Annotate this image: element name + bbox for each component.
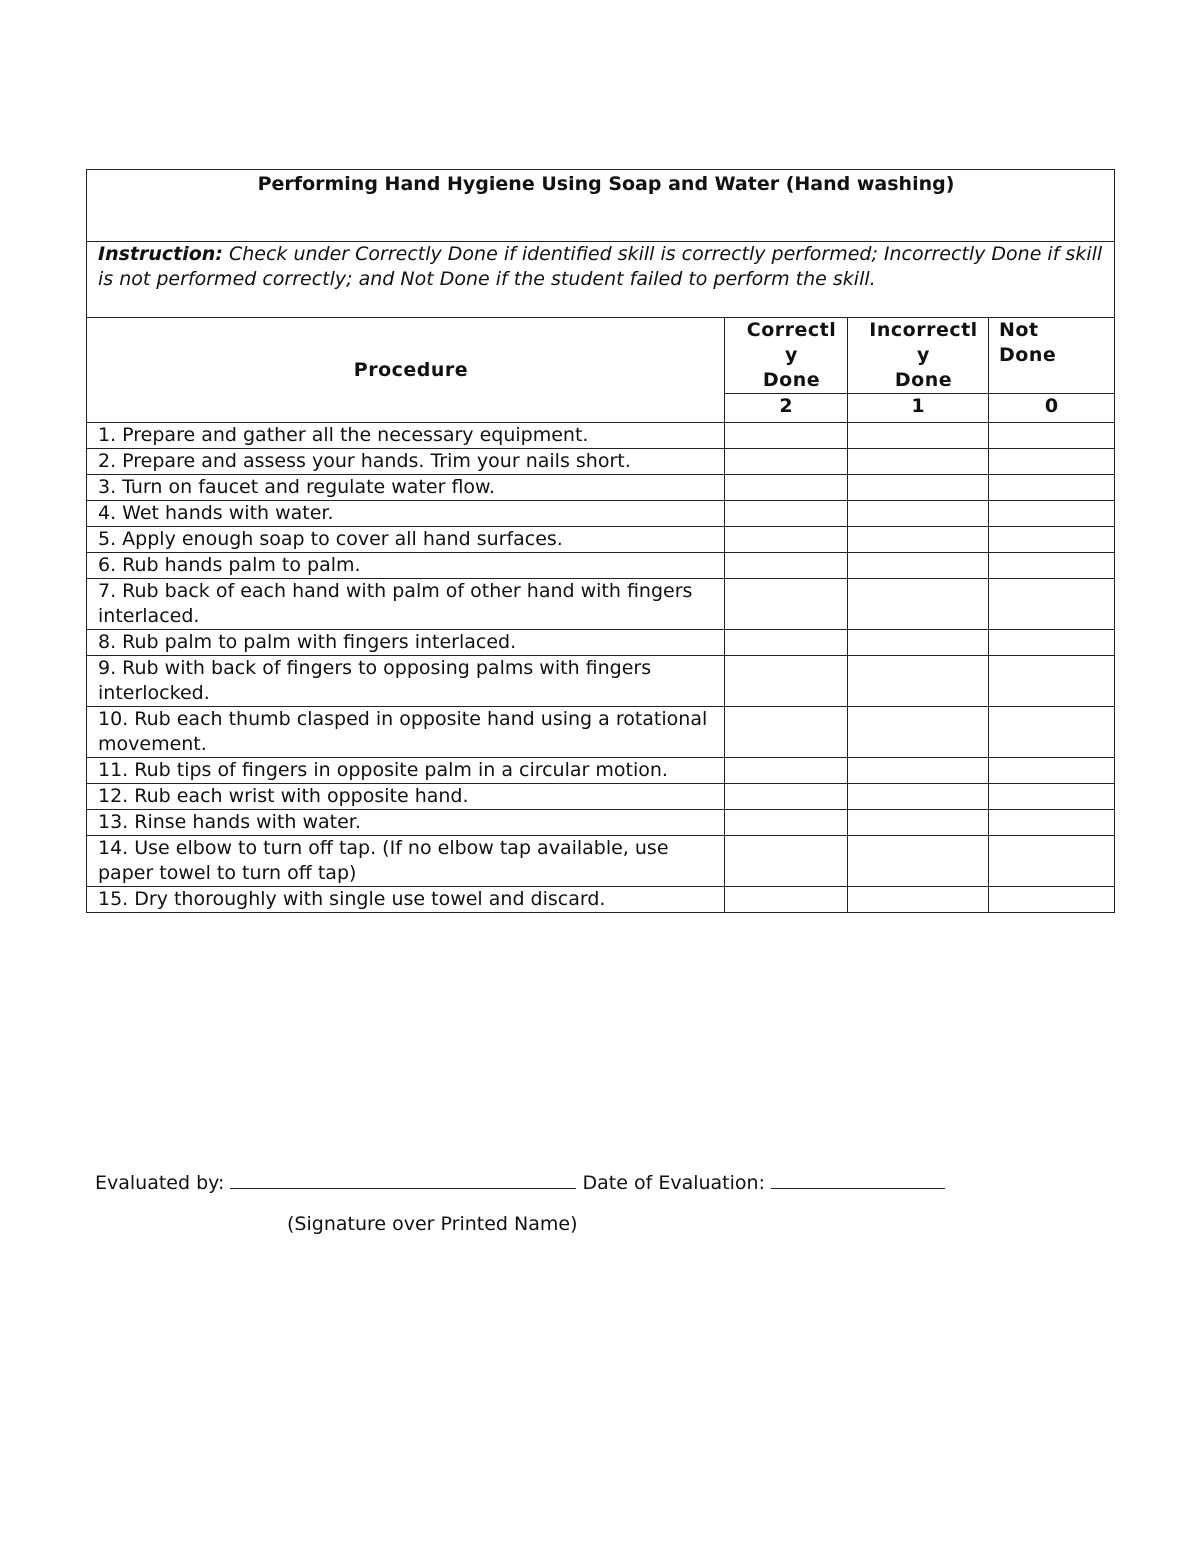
table-row <box>87 423 1115 449</box>
incorrectly-done-checkbox-cell[interactable] <box>848 887 989 913</box>
correctly-done-checkbox-cell[interactable] <box>725 449 848 475</box>
procedure-step: 5. Apply enough soap to cover all hand surfaces. <box>87 527 725 553</box>
table-row <box>87 475 1115 501</box>
correctly-done-checkbox-cell[interactable] <box>725 501 848 527</box>
score-correctly-done: 2 <box>725 394 848 423</box>
incorrectly-done-checkbox-cell[interactable] <box>848 810 989 836</box>
correctly-done-checkbox-cell[interactable] <box>725 810 848 836</box>
not-done-checkbox-cell[interactable] <box>989 707 1115 758</box>
incorrectly-done-checkbox-cell[interactable] <box>848 501 989 527</box>
incorrectly-done-checkbox-cell[interactable] <box>848 836 989 887</box>
signature-note: (Signature over Printed Name) <box>287 1213 578 1235</box>
instruction-label: Instruction: <box>98 243 223 265</box>
incorrectly-done-checkbox-cell[interactable] <box>848 630 989 656</box>
table-row <box>87 758 1115 784</box>
procedure-step: 6. Rub hands palm to palm. <box>87 553 725 579</box>
table-row <box>87 579 1115 630</box>
table-row <box>87 887 1115 913</box>
date-of-evaluation-label: Date of Evaluation: <box>576 1172 772 1194</box>
title-row <box>87 170 1115 242</box>
not-done-checkbox-cell[interactable] <box>989 553 1115 579</box>
incorrectly-done-column-header <box>848 318 989 394</box>
not-done-checkbox-cell[interactable] <box>989 527 1115 553</box>
evaluator-signature-field[interactable] <box>230 1166 576 1189</box>
not-done-checkbox-cell[interactable] <box>989 423 1115 449</box>
not-done-checkbox-cell[interactable] <box>989 579 1115 630</box>
not-done-checkbox-cell[interactable] <box>989 501 1115 527</box>
incorrectly-done-checkbox-cell[interactable] <box>848 656 989 707</box>
not-done-header-line: Done <box>999 344 1057 366</box>
not-done-checkbox-cell[interactable] <box>989 449 1115 475</box>
correctly-done-column-header <box>725 318 848 394</box>
procedure-step: 14. Use elbow to turn off tap. (If no elbow tap available, use paper towel to turn off tap) <box>87 836 725 887</box>
not-done-checkbox-cell[interactable] <box>989 784 1115 810</box>
incorrectly-done-header-line: y <box>917 344 930 366</box>
evaluation-date-field[interactable] <box>771 1166 945 1189</box>
incorrectly-done-header-line: Done <box>894 369 953 391</box>
not-done-checkbox-cell[interactable] <box>989 475 1115 501</box>
not-done-checkbox-cell[interactable] <box>989 656 1115 707</box>
incorrectly-done-checkbox-cell[interactable] <box>848 423 989 449</box>
incorrectly-done-checkbox-cell[interactable] <box>848 758 989 784</box>
correctly-done-checkbox-cell[interactable] <box>725 630 848 656</box>
table-row <box>87 656 1115 707</box>
procedure-step: 12. Rub each wrist with opposite hand. <box>87 784 725 810</box>
instruction-text: Check under Correctly Done if identified skill is correctly performed; Incorrectly Done if skill is not performed correctly; and Not Done if the student failed to perform the skill. <box>98 243 1103 290</box>
correctly-done-header-line: y <box>785 344 798 366</box>
table-row <box>87 810 1115 836</box>
incorrectly-done-checkbox-cell[interactable] <box>848 707 989 758</box>
incorrectly-done-checkbox-cell[interactable] <box>848 449 989 475</box>
correctly-done-checkbox-cell[interactable] <box>725 423 848 449</box>
incorrectly-done-checkbox-cell[interactable] <box>848 579 989 630</box>
procedure-step: 7. Rub back of each hand with palm of other hand with fingers interlaced. <box>87 579 725 630</box>
procedure-step: 8. Rub palm to palm with fingers interlaced. <box>87 630 725 656</box>
table-row <box>87 836 1115 887</box>
incorrectly-done-checkbox-cell[interactable] <box>848 784 989 810</box>
incorrectly-done-header-line: Incorrectl <box>869 319 978 341</box>
column-header-row <box>87 318 1115 394</box>
table-row <box>87 553 1115 579</box>
not-done-checkbox-cell[interactable] <box>989 810 1115 836</box>
procedure-step: 10. Rub each thumb clasped in opposite hand using a rotational movement. <box>87 707 725 758</box>
procedure-step: 4. Wet hands with water. <box>87 501 725 527</box>
incorrectly-done-checkbox-cell[interactable] <box>848 527 989 553</box>
incorrectly-done-checkbox-cell[interactable] <box>848 475 989 501</box>
correctly-done-header-line: Done <box>762 369 821 391</box>
evaluation-footer <box>95 1166 945 1194</box>
correctly-done-checkbox-cell[interactable] <box>725 887 848 913</box>
not-done-header-line: Not <box>999 319 1039 341</box>
not-done-checkbox-cell[interactable] <box>989 758 1115 784</box>
procedure-step: 2. Prepare and assess your hands. Trim your nails short. <box>87 449 725 475</box>
not-done-checkbox-cell[interactable] <box>989 836 1115 887</box>
correctly-done-checkbox-cell[interactable] <box>725 553 848 579</box>
correctly-done-checkbox-cell[interactable] <box>725 758 848 784</box>
correctly-done-checkbox-cell[interactable] <box>725 475 848 501</box>
procedure-step: 11. Rub tips of fingers in opposite palm in a circular motion. <box>87 758 725 784</box>
table-row <box>87 527 1115 553</box>
procedure-column-header: Procedure <box>87 318 725 423</box>
evaluation-checklist-table <box>86 169 1115 913</box>
correctly-done-checkbox-cell[interactable] <box>725 527 848 553</box>
procedure-step: 15. Dry thoroughly with single use towel and discard. <box>87 887 725 913</box>
table-row <box>87 501 1115 527</box>
correctly-done-checkbox-cell[interactable] <box>725 656 848 707</box>
not-done-checkbox-cell[interactable] <box>989 887 1115 913</box>
not-done-column-header <box>989 318 1115 394</box>
incorrectly-done-checkbox-cell[interactable] <box>848 553 989 579</box>
table-row <box>87 449 1115 475</box>
instruction-cell <box>87 242 1115 318</box>
table-row <box>87 784 1115 810</box>
form-title: Performing Hand Hygiene Using Soap and Water (Hand washing) <box>87 170 1115 242</box>
score-not-done: 0 <box>989 394 1115 423</box>
correctly-done-header-line: Correctl <box>746 319 837 341</box>
table-row <box>87 707 1115 758</box>
correctly-done-checkbox-cell[interactable] <box>725 836 848 887</box>
not-done-checkbox-cell[interactable] <box>989 630 1115 656</box>
correctly-done-checkbox-cell[interactable] <box>725 707 848 758</box>
correctly-done-checkbox-cell[interactable] <box>725 579 848 630</box>
table-row <box>87 630 1115 656</box>
score-incorrectly-done: 1 <box>848 394 989 423</box>
procedure-step: 13. Rinse hands with water. <box>87 810 725 836</box>
procedure-step: 3. Turn on faucet and regulate water flow. <box>87 475 725 501</box>
correctly-done-checkbox-cell[interactable] <box>725 784 848 810</box>
procedure-step: 1. Prepare and gather all the necessary equipment. <box>87 423 725 449</box>
instruction-row <box>87 242 1115 318</box>
evaluated-by-label: Evaluated by: <box>95 1172 231 1194</box>
procedure-step: 9. Rub with back of fingers to opposing palms with fingers interlocked. <box>87 656 725 707</box>
